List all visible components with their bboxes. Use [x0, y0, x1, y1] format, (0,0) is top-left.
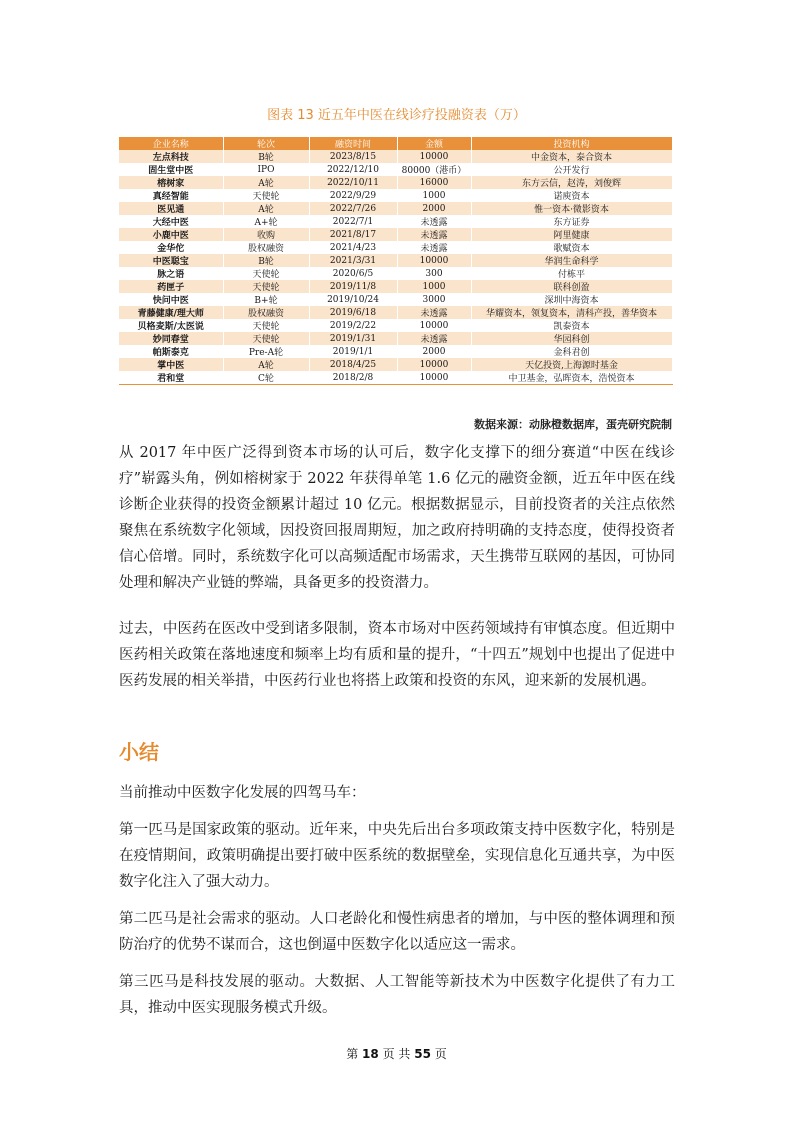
table-row: [119, 319, 672, 332]
footer-current-page: 18: [362, 1047, 379, 1061]
cell-investors: 中金资本，泰合资本: [471, 150, 672, 163]
cell-company: 榕树家: [119, 176, 223, 189]
table-row: [119, 202, 672, 215]
cell-date: 2019/6/18: [309, 306, 397, 319]
cell-company: 帕斯泰克: [119, 345, 223, 358]
cell-investors: 凯泰资本: [471, 319, 672, 332]
cell-round: B轮: [223, 150, 309, 163]
cell-date: 2019/10/24: [309, 293, 397, 306]
table-row: [119, 215, 672, 228]
cell-investors: 付栋平: [471, 267, 672, 280]
cell-amount: 10000: [397, 358, 471, 371]
header-investors: 投资机构: [471, 137, 672, 150]
cell-round: Pre-A轮: [223, 345, 309, 358]
cell-amount: 1000: [397, 280, 471, 293]
table-header-row: [119, 137, 672, 150]
table-caption: 图表 13 近五年中医在线诊疗投融资表（万）: [267, 108, 526, 123]
cell-amount: 2000: [397, 202, 471, 215]
cell-company: 脉之语: [119, 267, 223, 280]
table-row: [119, 280, 672, 293]
table-row: [119, 345, 672, 358]
header-round: 轮次: [223, 137, 309, 150]
cell-company: 固生堂中医: [119, 163, 223, 176]
cell-amount: 未透露: [397, 306, 471, 319]
paragraph-policy-driver: 第一匹马是国家政策的驱动。近年来，中央先后出台多项政策支持中医数字化，特别是在疫情期间，政策明确提出要打破中医系统的数据壁垒，实现信息化互通共享，为中医数字化注入了强大动力。: [119, 822, 675, 890]
table-row: [119, 189, 672, 202]
cell-round: 股权融资: [223, 306, 309, 319]
cell-round: C轮: [223, 371, 309, 385]
cell-date: 2018/4/25: [309, 358, 397, 371]
cell-company: 君和堂: [119, 371, 223, 385]
cell-company: 小鹿中医: [119, 228, 223, 241]
cell-round: B+轮: [223, 293, 309, 306]
cell-company: 左点科技: [119, 150, 223, 163]
cell-date: 2022/7/1: [309, 215, 397, 228]
cell-round: B轮: [223, 254, 309, 267]
cell-company: 药匣子: [119, 280, 223, 293]
table-row: [119, 358, 672, 371]
cell-investors: 深圳中海资本: [471, 293, 672, 306]
cell-investors: 惟一资本·微影资本: [471, 202, 672, 215]
cell-company: 真经智能: [119, 189, 223, 202]
cell-round: 天使轮: [223, 319, 309, 332]
cell-amount: 10000: [397, 254, 471, 267]
cell-date: 2018/2/8: [309, 371, 397, 385]
cell-date: 2022/10/11: [309, 176, 397, 189]
cell-company: 青藤健康/理大师: [119, 306, 223, 319]
cell-investors: 中卫基金，弘晖资本，浩悦资本: [471, 371, 672, 385]
table-body: [119, 150, 672, 385]
cell-investors: 华耀资本，领复资本，清科产投，善华资本: [471, 306, 672, 319]
cell-company: 快问中医: [119, 293, 223, 306]
page-footer: [0, 1045, 793, 1062]
header-company: 企业名称: [119, 137, 223, 150]
cell-date: 2019/11/8: [309, 280, 397, 293]
cell-investors: 公开发行: [471, 163, 672, 176]
cell-company: 大经中医: [119, 215, 223, 228]
cell-date: 2019/2/22: [309, 319, 397, 332]
cell-round: A轮: [223, 358, 309, 371]
header-amount: 金额: [397, 137, 471, 150]
paragraph-online-diagnosis: 从 2017 年中医广泛得到资本市场的认可后，数字化支撑下的细分赛道“中医在线诊疗”崭露头角，例如榕树家于 2022 年获得单笔 1.6 亿元的融资金额，近五年中医在线诊断企业获得的投资金额累计超过 10 亿元。根据数据显示，目前投资者的关注点依然聚焦在系统数字化领域，因投资回报周期短，加之政府持明确的支持态度，使得投资者信心倍增。同时，系统数字化可以高频适配市场需求，天生携带互联网的基因，可协同处理和解决产业链的弊端，具备更多的投资潜力。: [119, 445, 675, 591]
cell-date: 2023/8/15: [309, 150, 397, 163]
cell-date: 2021/8/17: [309, 228, 397, 241]
cell-amount: 2000: [397, 345, 471, 358]
cell-company: 贝格麦斯/太医说: [119, 319, 223, 332]
cell-round: A+轮: [223, 215, 309, 228]
cell-investors: 天亿投资,上海源时基金: [471, 358, 672, 371]
cell-amount: 10000: [397, 319, 471, 332]
cell-investors: 东方证券: [471, 215, 672, 228]
cell-round: IPO: [223, 163, 309, 176]
table-row: [119, 293, 672, 306]
cell-company: 医见通: [119, 202, 223, 215]
cell-investors: 歌赋资本: [471, 241, 672, 254]
table-row: [119, 254, 672, 267]
paragraph-policy: 过去，中医药在医改中受到诸多限制，资本市场对中医药领域持有审慎态度。但近期中医药相关政策在落地速度和频率上均有质和量的提升，“十四五”规划中也提出了促进中医药发展的相关举措，中医药行业也将搭上政策和投资的东风，迎来新的发展机遇。: [119, 621, 675, 689]
cell-date: 2019/1/1: [309, 345, 397, 358]
data-source-note: 数据来源：动脉橙数据库，蛋壳研究院制: [474, 418, 672, 431]
cell-company: 妙同春堂: [119, 332, 223, 345]
cell-investors: 金科君创: [471, 345, 672, 358]
cell-amount: 未透露: [397, 332, 471, 345]
cell-amount: 300: [397, 267, 471, 280]
cell-round: 天使轮: [223, 267, 309, 280]
footer-prefix: 第: [346, 1047, 359, 1061]
table-row: [119, 228, 672, 241]
table-row: [119, 163, 672, 176]
cell-round: 天使轮: [223, 189, 309, 202]
paragraph-intro: 当前推动中医数字化发展的四驾马车：: [119, 785, 366, 801]
paragraph-tech-driver: 第三匹马是科技发展的驱动。大数据、人工智能等新技术为中医数字化提供了有力工具，推动中医实现服务模式升级。: [119, 974, 675, 1016]
cell-investors: 联科创盈: [471, 280, 672, 293]
table-row: [119, 150, 672, 163]
cell-amount: 3000: [397, 293, 471, 306]
footer-middle: 页 共: [382, 1047, 411, 1061]
cell-date: 2022/7/26: [309, 202, 397, 215]
cell-amount: 未透露: [397, 228, 471, 241]
footer-total-pages: 55: [414, 1047, 431, 1061]
cell-round: 天使轮: [223, 332, 309, 345]
cell-investors: 华园科创: [471, 332, 672, 345]
cell-date: 2022/9/29: [309, 189, 397, 202]
cell-round: 收购: [223, 228, 309, 241]
cell-date: 2021/4/23: [309, 241, 397, 254]
cell-company: 金华佗: [119, 241, 223, 254]
cell-company: 掌中医: [119, 358, 223, 371]
cell-round: A轮: [223, 176, 309, 189]
table-row: [119, 371, 672, 385]
cell-amount: 1000: [397, 189, 471, 202]
table-row: [119, 267, 672, 280]
cell-date: 2020/6/5: [309, 267, 397, 280]
cell-date: 2022/12/10: [309, 163, 397, 176]
cell-amount: 10000: [397, 150, 471, 163]
cell-date: 2019/1/31: [309, 332, 397, 345]
table-row: [119, 176, 672, 189]
cell-amount: 16000: [397, 176, 471, 189]
header-date: 融资时间: [309, 137, 397, 150]
cell-round: 股权融资: [223, 241, 309, 254]
cell-amount: 未透露: [397, 241, 471, 254]
table-row: [119, 306, 672, 319]
cell-amount: 未透露: [397, 215, 471, 228]
table-row: [119, 332, 672, 345]
footer-suffix: 页: [434, 1047, 447, 1061]
cell-date: 2021/3/31: [309, 254, 397, 267]
cell-investors: 阿里健康: [471, 228, 672, 241]
cell-round: 天使轮: [223, 280, 309, 293]
section-heading-summary: 小结: [119, 740, 159, 764]
cell-investors: 华润生命科学: [471, 254, 672, 267]
cell-investors: 东方云信，赵涛，刘俊辉: [471, 176, 672, 189]
table-row: [119, 241, 672, 254]
cell-amount: 80000（港币）: [397, 163, 471, 176]
paragraph-social-driver: 第二匹马是社会需求的驱动。人口老龄化和慢性病患者的增加，与中医的整体调理和预防治疗的优势不谋而合，这也倒逼中医数字化以适应这一需求。: [119, 911, 675, 953]
cell-amount: 10000: [397, 371, 471, 385]
investment-table: [119, 137, 673, 385]
cell-round: A轮: [223, 202, 309, 215]
cell-company: 中医聪宝: [119, 254, 223, 267]
cell-investors: 诺庾资本: [471, 189, 672, 202]
